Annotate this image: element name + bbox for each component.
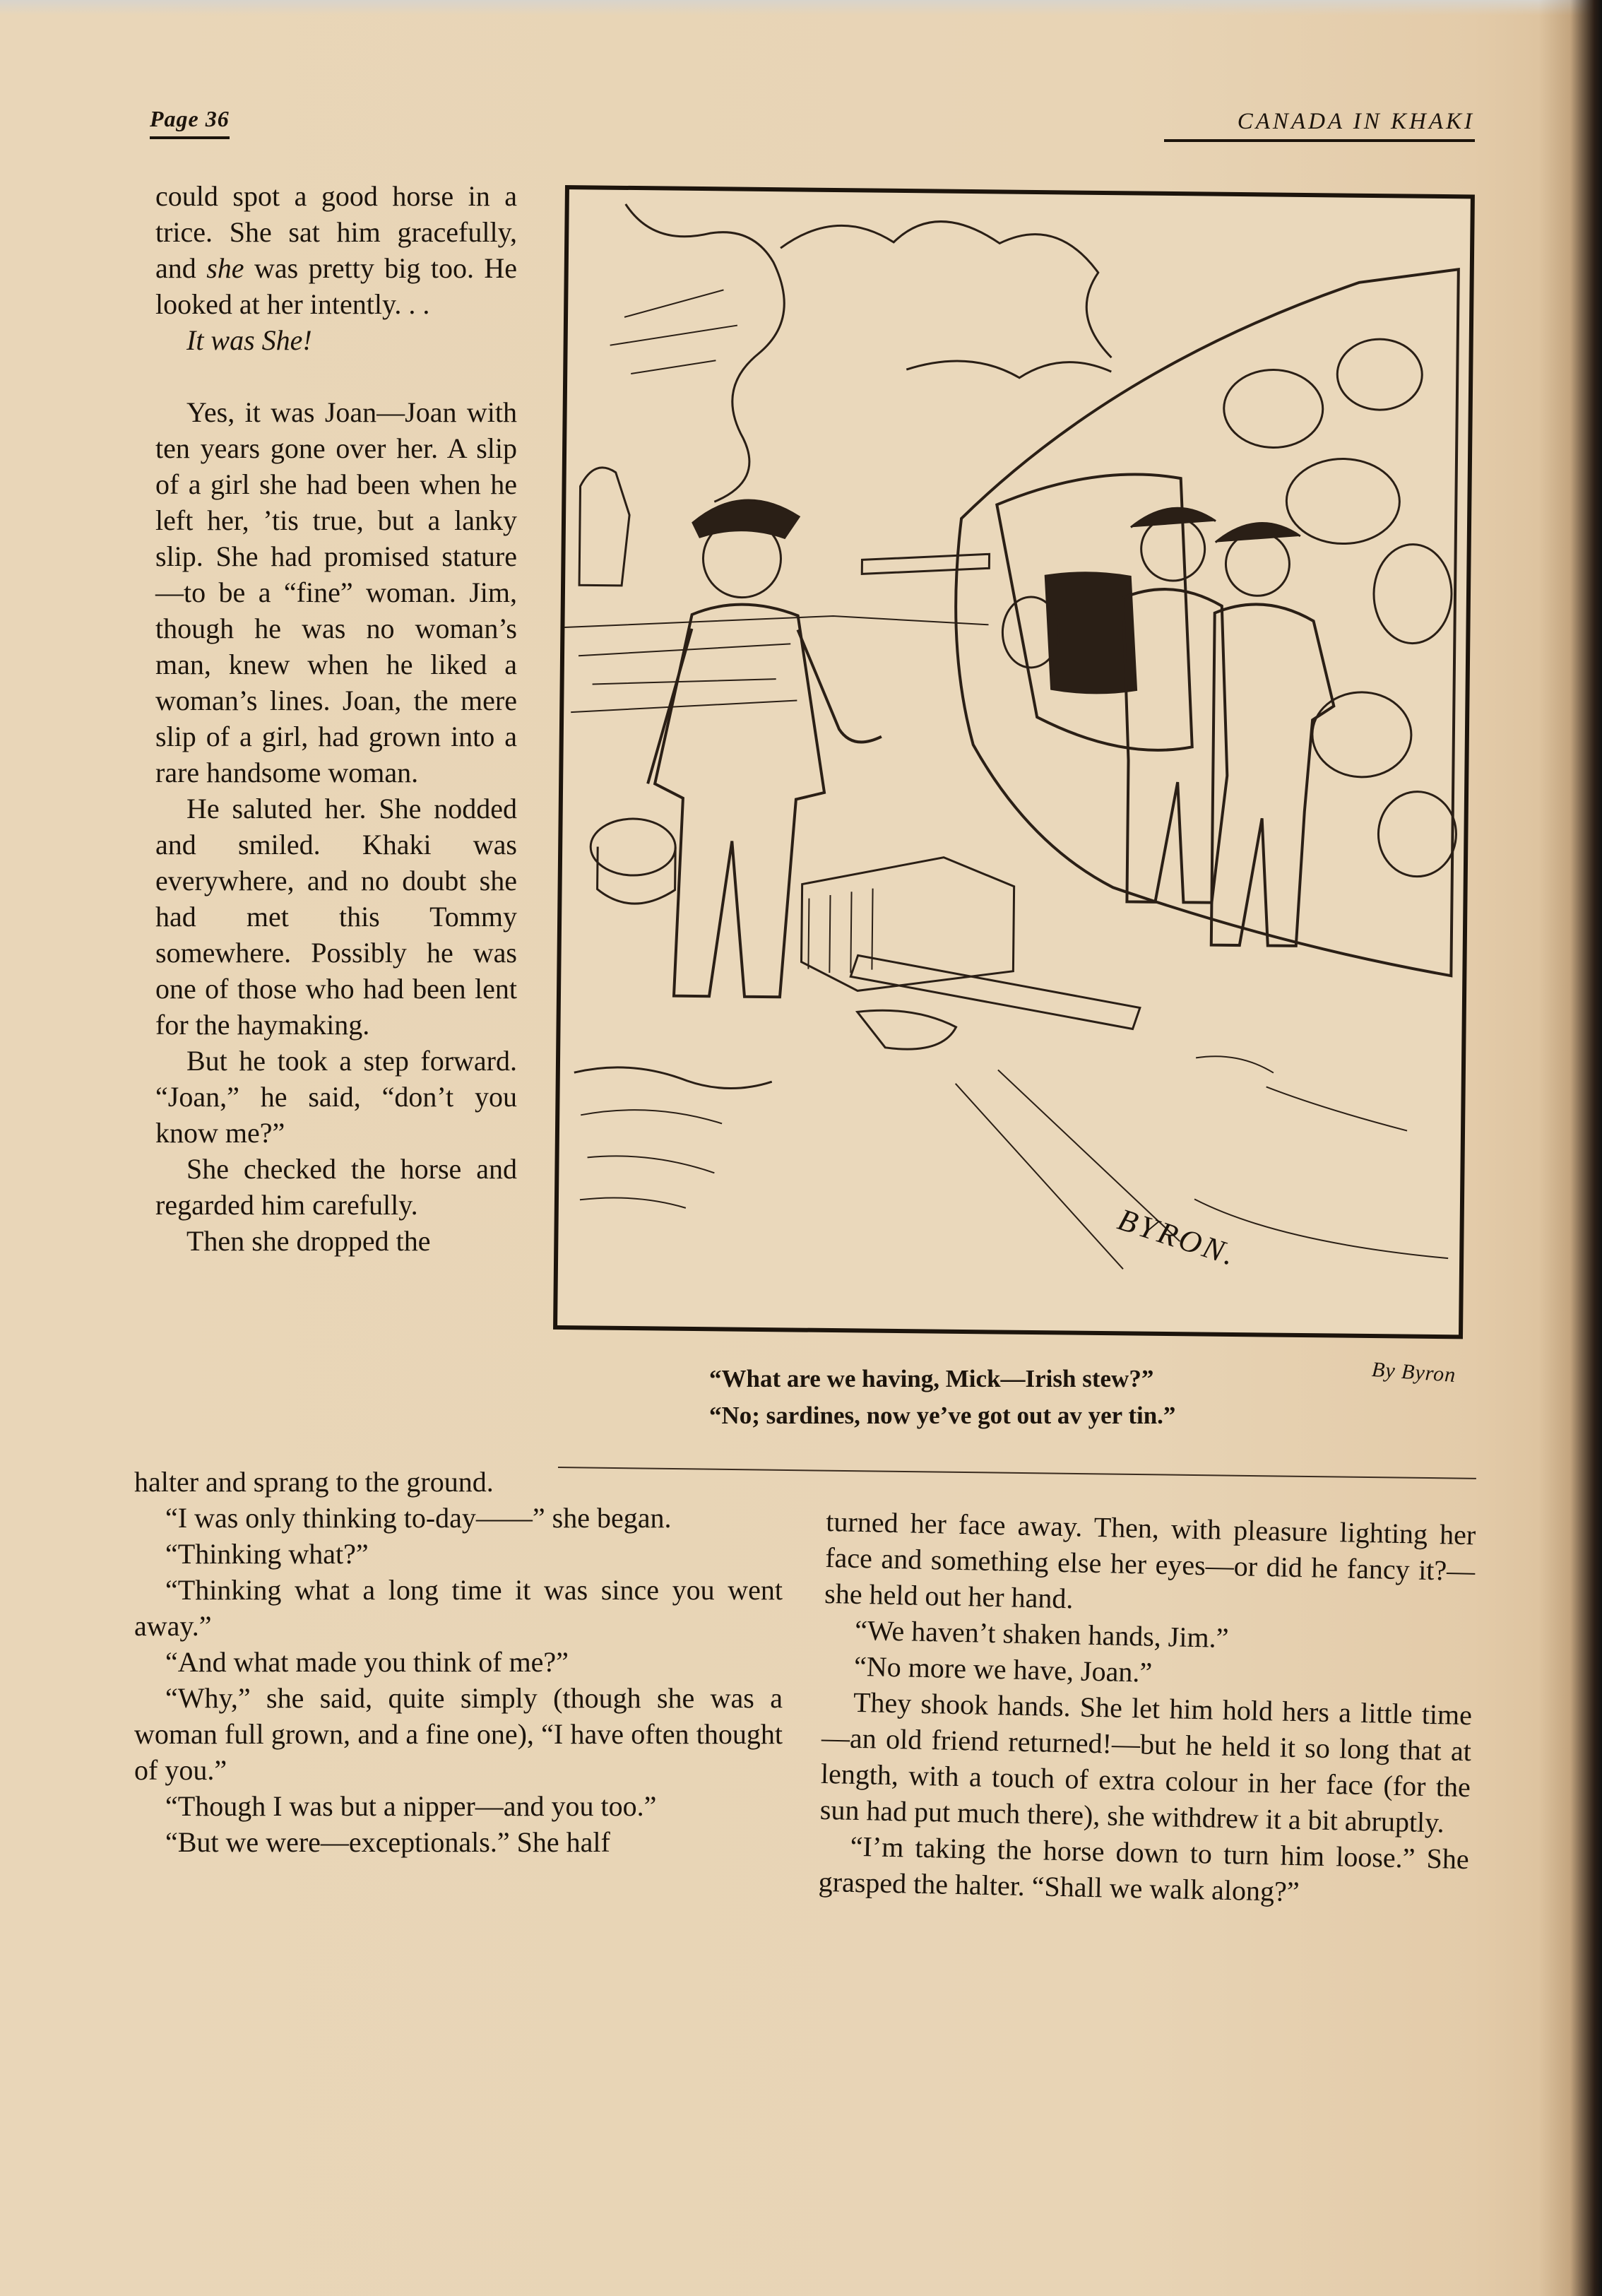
- paragraph: Yes, it was Joan—Joan with ten years gone over her. A slip of a girl she had been when he left her, ’tis true, but a lanky slip. She had promised stature—to be a “fine” woman. Jim, though he was no woman’s man, knew when he liked a woman’s lines. Joan, the mere slip of a girl, had grown into a rare handsome woman.: [155, 396, 517, 788]
- soldier-head: [1141, 517, 1205, 581]
- paragraph: “No more we have, Joan.”: [853, 1650, 1153, 1688]
- camouflage-spot: [1378, 791, 1456, 877]
- soldier-head: [1226, 532, 1290, 596]
- paragraph: She checked the horse and regarded him carefully.: [155, 1153, 517, 1221]
- tank-hull: [952, 264, 1459, 976]
- horizon-line: [564, 613, 988, 632]
- paragraph: halter and sprang to the ground.: [134, 1466, 494, 1498]
- cloud-outline: [780, 220, 1113, 357]
- camouflage-spot: [1223, 369, 1323, 448]
- paragraph: “But we were—exceptionals.” She half: [165, 1826, 610, 1858]
- paragraph: “Why,” she said, quite simply (though she was a woman full grown, and a fine one), “I have often thought of you.”: [134, 1682, 783, 1786]
- magazine-title: CANADA IN KHAKI: [1164, 109, 1475, 142]
- page-top-edge: [0, 0, 1602, 16]
- tank-gun: [862, 552, 989, 575]
- camouflage-spot: [1312, 692, 1411, 777]
- illustration-caption: [709, 1361, 1359, 1434]
- paragraph: turned her face away. Then, with pleasure lighting her face and something else her eyes—or did he fancy it?—she held out her hand.: [824, 1505, 1476, 1615]
- paragraph: But he took a step forward. “Joan,” he said, “don’t you know me?”: [155, 1045, 517, 1149]
- soldier-cap: [1131, 508, 1216, 528]
- paragraph: “Though I was but a nipper—and you too.”: [165, 1790, 657, 1822]
- crate-slats: [808, 888, 872, 974]
- caption-line: “What are we having, Mick—Irish stew?”: [709, 1365, 1154, 1392]
- paragraph: “Thinking what?”: [165, 1538, 369, 1570]
- artist-signature: BYRON.: [1113, 1202, 1242, 1273]
- paragraph: could spot a good horse in a trice. She sat him gracefully, and she was pretty big too. He looked at her intently. . .: [155, 180, 517, 320]
- background-soldier: [579, 468, 630, 586]
- paragraph: “I was only thinking to-day——” she began.: [165, 1502, 672, 1534]
- paragraph: It was She!: [186, 324, 312, 356]
- page-binding-shadow: [1538, 0, 1602, 2296]
- paragraph: He saluted her. She nodded and smiled. Khaki was everywhere, and no doubt she had met this Tommy somewhere. Possibly he was one of those who had been lent for the haymaking.: [155, 793, 517, 1041]
- puddle-ripple: [580, 1109, 722, 1208]
- story-column-right: [818, 1503, 1476, 1913]
- wooden-crate: [801, 856, 1014, 993]
- illustration-frame: [553, 185, 1475, 1339]
- paragraph: “We haven’t shaken hands, Jim.”: [854, 1614, 1229, 1654]
- paragraph: “And what made you think of me?”: [165, 1646, 569, 1678]
- plank: [850, 955, 1141, 1029]
- soldier-cap: [1216, 523, 1300, 543]
- story-column-left: [134, 1464, 783, 1860]
- soldiers-tank-drawing: [557, 189, 1471, 1335]
- camouflage-spot: [1337, 338, 1423, 410]
- soldier-body: [1211, 604, 1335, 947]
- mess-tin-basket: [591, 818, 676, 875]
- caption-line: “No; sardines, now ye’ve got out av yer tin.”: [709, 1402, 1176, 1429]
- ground-lines: [1194, 1056, 1450, 1258]
- cloud-outline: [622, 204, 785, 502]
- soldier-body: [653, 603, 826, 997]
- paragraph: Then she dropped the: [186, 1225, 431, 1257]
- cloud-outline: [906, 360, 1111, 379]
- camouflage-spot: [1286, 458, 1400, 545]
- paragraph: “Thinking what a long time it was since you went away.”: [134, 1574, 783, 1642]
- illustration-credit: By Byron: [1371, 1357, 1457, 1387]
- camouflage-spot: [1373, 544, 1452, 644]
- story-column-top: [155, 178, 517, 1259]
- paragraph: They shook hands. She let him hold hers a little time—an old friend returned!—but he held it so long that at length, with a touch of extra colour in her face (for the sun had put much there), she withdrew it a bit abruptly.: [819, 1686, 1473, 1839]
- page-number: Page 36: [150, 106, 230, 139]
- puddle: [857, 1010, 956, 1050]
- soldier-cap: [693, 499, 800, 538]
- paragraph: “I’m taking the horse down to turn him loose.” She grasped the halter. “Shall we walk along?”: [818, 1830, 1470, 1908]
- puddle-ripple: [574, 1067, 772, 1089]
- sky-hatching: [610, 289, 737, 375]
